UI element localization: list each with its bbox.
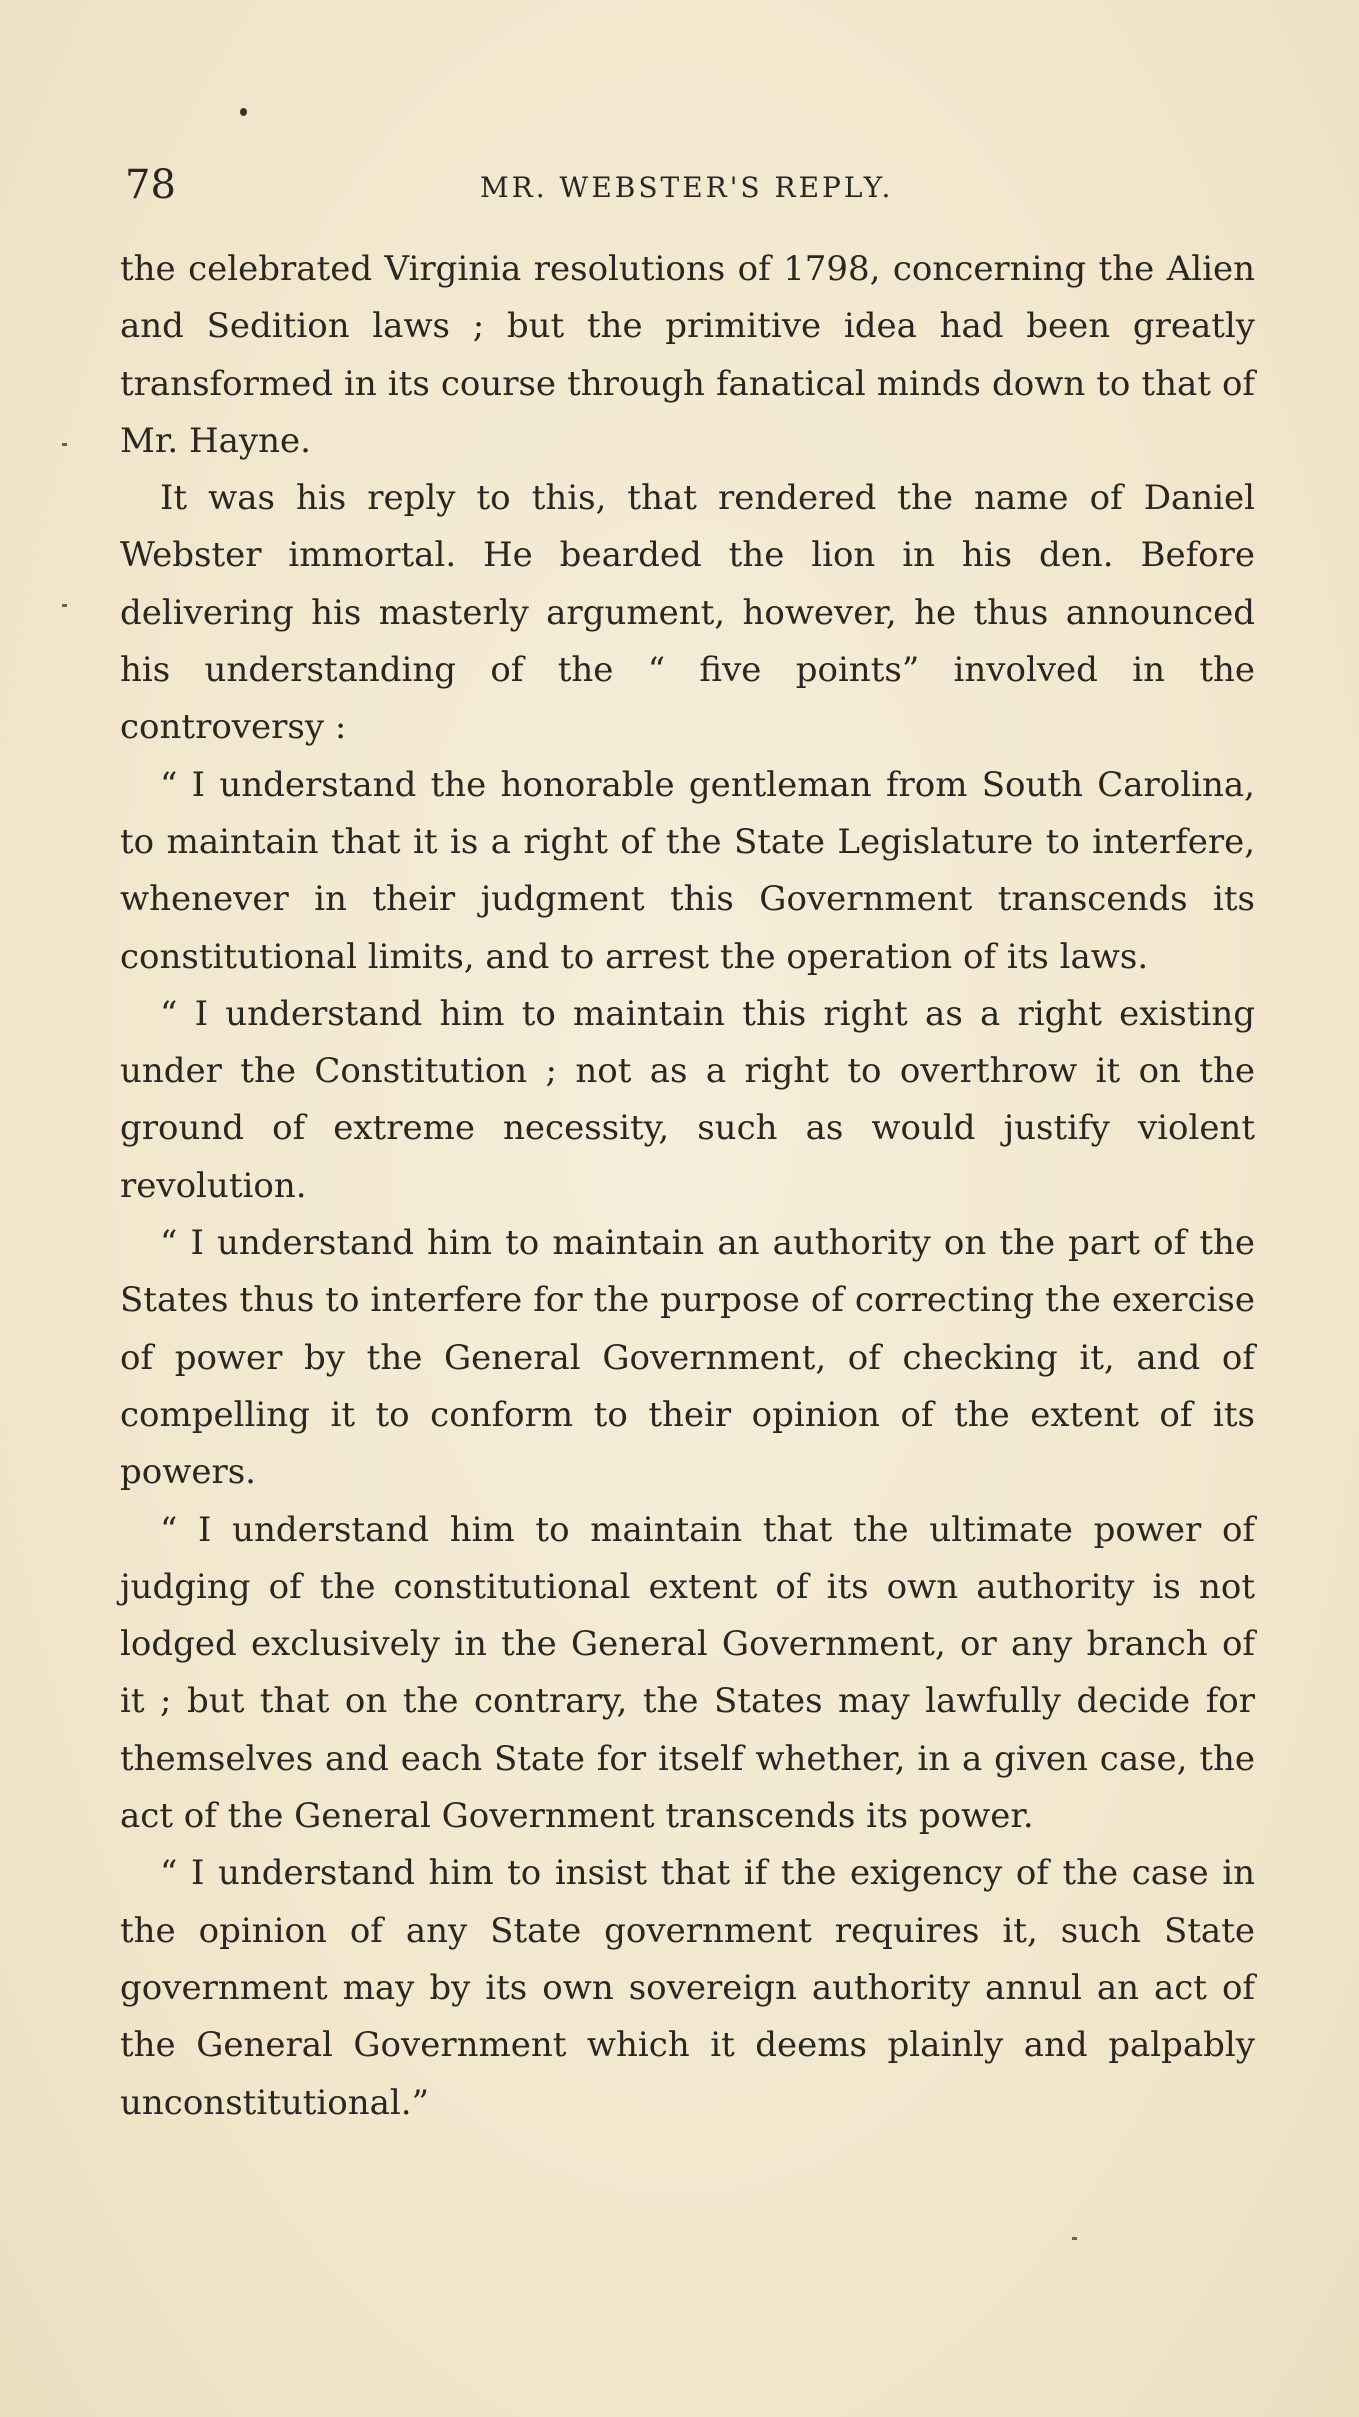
ink-speck [240,108,247,116]
margin-mark [62,604,67,607]
paragraph-point-one: “ I understand the honorable gentleman from South Carolina, to maintain that it is a right of the State Legislature to interfere, whenever in their judgment this Government transcends its constitutional limits, and to arrest the operation of its laws. [120,764,1255,977]
paragraph-webster-reply: It was his reply to this, that rendered the name of Daniel Webster immortal. He bearded the lion in his den. Before delivering his masterly argument, however, he thus announced his understanding of the “ five points” involved in the controversy : [120,478,1255,748]
paragraph-point-five: “ I understand him to insist that if the exigency of the case in the opinion of any State government requires it, such State government may by its own sovereign authority annul an act of the General Government which it deems plainly and palpably unconstitutional.” [120,1853,1255,2123]
page-number: 78 [125,162,176,208]
page-header [125,160,1255,210]
running-head: MR. WEBSTER'S REPLY. [480,171,894,204]
paragraph-virginia-resolutions: the celebrated Virginia resolutions of 1798, concerning the Alien and Sedition laws ; but the primitive idea had been greatly transformed in its course through fanatical minds down to that of Mr. Hayne. [120,249,1255,461]
body-text [120,241,1255,2132]
paragraph-point-three: “ I understand him to maintain an authority on the part of the States thus to interfere for the purpose of correcting the exercise of power by the General Government, of checking it, and of compelling it to conform to their opinion of the extent of its powers. [120,1223,1255,1493]
paragraph-point-four: “ I understand him to maintain that the ultimate power of judging of the constitutional extent of its own authority is not lodged exclusively in the General Government, or any branch of it ; but that on the contrary, the States may lawfully decide for themselves and each State for itself whether, in a given case, the act of the General Government transcends its power. [120,1509,1255,1837]
margin-mark [62,443,67,446]
ink-speck [1072,2237,1077,2240]
paragraph-point-two: “ I understand him to maintain this right as a right existing under the Constitution ; not as a right to overthrow it on the ground of extreme necessity, such as would justify violent revolution. [120,993,1255,1206]
